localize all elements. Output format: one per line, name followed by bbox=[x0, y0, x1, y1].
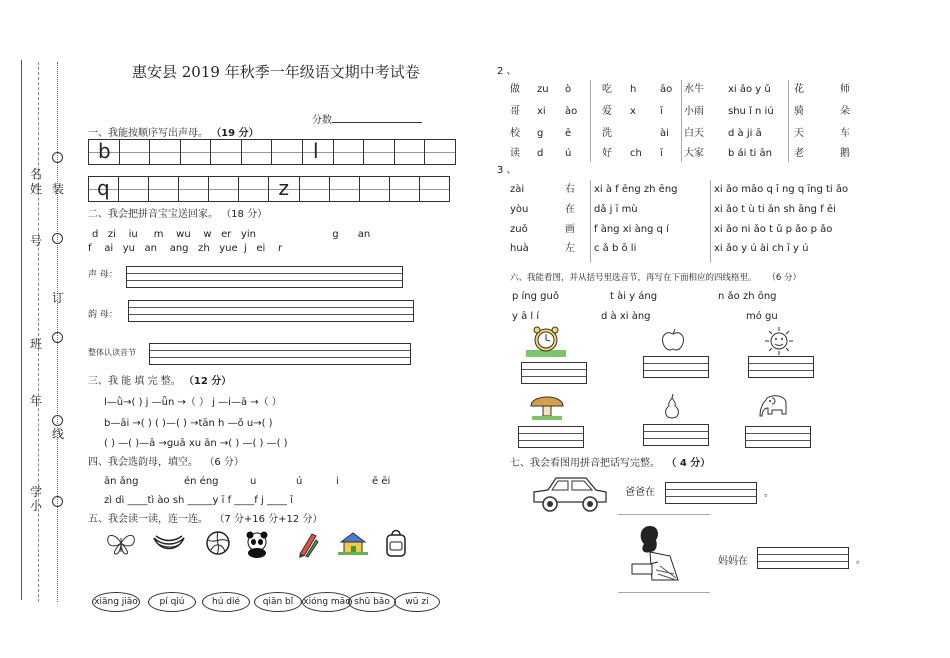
column-divider bbox=[710, 180, 711, 262]
option-6: ē ēi bbox=[372, 476, 391, 487]
option-5: i bbox=[336, 476, 339, 487]
table3-cell: c ǎ b ō li bbox=[594, 243, 637, 254]
syllable-option: y ā l í bbox=[512, 311, 540, 322]
sun-icon bbox=[764, 326, 794, 356]
binding-label: 学 bbox=[30, 485, 43, 499]
sentence-2-end: 。 bbox=[856, 555, 866, 566]
binding-dash-line bbox=[38, 62, 39, 602]
grid-cell bbox=[179, 177, 209, 201]
table2-cell: 爱 bbox=[602, 106, 612, 117]
table2-cell: 水牛 bbox=[684, 84, 704, 95]
grid-cell bbox=[425, 140, 455, 164]
table3-cell: 右 bbox=[565, 184, 575, 195]
grid-cell bbox=[211, 140, 242, 164]
section-6-heading: 六、我能看图，并从括号里选音节，再写在下面相应的四线格里。 （6 分） bbox=[510, 273, 801, 283]
binding-hole bbox=[52, 332, 63, 343]
exam-title: 惠安县 2019 年秋季一年级语文期中考试卷 bbox=[132, 63, 420, 81]
section-2-heading: 二、我会把拼音宝宝送回家。 （18 分） bbox=[88, 209, 268, 220]
label-shengmu: 声 母： bbox=[88, 270, 118, 280]
table3-cell: xi ǎo māo q ī ng q īng ti ǎo bbox=[714, 184, 849, 195]
table2-cell: ī bbox=[660, 148, 663, 159]
table2-cell: 做 bbox=[510, 84, 520, 95]
table2-cell: zu bbox=[537, 84, 549, 95]
grid-cell: l bbox=[303, 140, 334, 164]
table3-cell: f àng xi àng q í bbox=[594, 224, 669, 235]
syllable-option: n ǎo zh ōng bbox=[718, 291, 777, 302]
grid-cell bbox=[181, 140, 212, 164]
option-2: én éng bbox=[184, 476, 219, 487]
grid-cell bbox=[150, 140, 181, 164]
table2-cell: ch bbox=[630, 148, 642, 159]
table2-cell: xi ǎo y ǔ bbox=[728, 84, 771, 95]
grid-cell bbox=[120, 140, 151, 164]
table2-cell: āo bbox=[660, 84, 673, 95]
word-oval[interactable]: xióng māo bbox=[302, 592, 352, 612]
fourline-zhengti[interactable] bbox=[149, 343, 411, 365]
grid-cell bbox=[149, 177, 179, 201]
column-divider bbox=[590, 80, 591, 162]
fourline-answer[interactable] bbox=[518, 426, 584, 448]
syllable-option: t ài y áng bbox=[610, 291, 658, 302]
fourline-shengmu[interactable] bbox=[126, 266, 403, 288]
binding-label: 年 bbox=[30, 394, 43, 408]
mother-washing-icon bbox=[630, 522, 690, 584]
binding-label: 小 bbox=[30, 499, 43, 513]
table2-cell: d bbox=[537, 148, 544, 159]
panda-icon bbox=[242, 530, 272, 558]
table2-cell: shu ǐ n iú bbox=[728, 106, 774, 117]
table2-cell: ī bbox=[660, 106, 663, 117]
fill-line-3[interactable]: ( ) —( )—ā →guā xu ān →( ) —( ) —( ) bbox=[104, 438, 288, 449]
fourline-sentence-1[interactable] bbox=[665, 482, 757, 504]
binding-label: 号 bbox=[30, 234, 43, 248]
house-icon bbox=[338, 530, 368, 556]
sentence-2-prefix: 妈妈在 bbox=[718, 556, 748, 567]
table2-cell: 师 bbox=[840, 84, 850, 95]
word-oval[interactable]: pí qiú bbox=[148, 592, 196, 612]
grid-cell bbox=[209, 177, 239, 201]
table2-cell: 小雨 bbox=[684, 106, 704, 117]
fourline-answer[interactable] bbox=[748, 356, 814, 378]
apple-icon bbox=[660, 328, 686, 352]
table3-cell: yòu bbox=[510, 204, 529, 215]
table3-cell: 在 bbox=[565, 204, 575, 215]
grid-cell bbox=[420, 177, 449, 201]
syllable-option: mó gu bbox=[746, 311, 778, 322]
sentence-1-prefix: 爸爸在 bbox=[625, 487, 655, 498]
table2-cell: g bbox=[537, 128, 544, 139]
writing-grid-row-2[interactable] bbox=[88, 176, 450, 202]
grid-cell bbox=[330, 177, 360, 201]
section-7-heading: 七、我会看图用拼音把话写完整。 （ 4 分） bbox=[510, 458, 711, 469]
grid-cell bbox=[300, 177, 330, 201]
table2-cell: 天 bbox=[794, 128, 804, 139]
grid-cell bbox=[239, 177, 269, 201]
binding-label: 装 bbox=[52, 182, 65, 196]
backpack-icon bbox=[384, 528, 408, 558]
grid-cell bbox=[364, 140, 395, 164]
section-r2-number: 2 、 bbox=[497, 66, 517, 77]
binding-hole bbox=[52, 152, 63, 163]
table2-cell: h bbox=[630, 84, 637, 95]
section-3-heading: 三、我 能 填 完 整。 （12 分） bbox=[88, 376, 232, 387]
grid-cell: q bbox=[89, 177, 119, 201]
car-icon bbox=[530, 470, 610, 516]
table3-cell: zuǒ bbox=[510, 224, 528, 235]
image-divider bbox=[618, 514, 710, 515]
column-divider bbox=[681, 80, 682, 162]
table3-cell: dǎ j ī mù bbox=[594, 204, 638, 215]
table2-cell: ò bbox=[565, 84, 572, 95]
writing-grid-row-1[interactable] bbox=[88, 139, 456, 165]
syllable-option: d à xi àng bbox=[601, 311, 651, 322]
table2-cell: ē bbox=[565, 128, 572, 139]
table2-cell: x bbox=[630, 106, 636, 117]
binding-label: 线 bbox=[52, 427, 65, 441]
table3-cell: huà bbox=[510, 243, 529, 254]
table2-cell: ú bbox=[565, 148, 572, 159]
table2-cell: ài bbox=[660, 128, 669, 139]
option-3: u bbox=[250, 476, 257, 487]
table2-cell: 花 bbox=[794, 84, 804, 95]
binding-hole bbox=[52, 233, 63, 244]
grid-cell: b bbox=[89, 140, 120, 164]
table2-cell: d à ji ā bbox=[728, 128, 762, 139]
table2-cell: 骑 bbox=[794, 106, 804, 117]
binding-solid-line bbox=[21, 60, 22, 600]
table3-cell: xi ǎo ni ǎo t ǔ p ǎo p ǎo bbox=[714, 224, 833, 235]
ball-icon bbox=[205, 530, 231, 556]
table2-cell: 哥 bbox=[510, 106, 520, 117]
mushroom-icon bbox=[528, 390, 566, 422]
word-oval[interactable]: xiāng jiāo bbox=[92, 592, 140, 612]
fill-line-2[interactable]: b—āi →( ) ( )—( ) →tān h —ǒ u→( ) bbox=[104, 418, 273, 429]
column-divider bbox=[788, 80, 789, 162]
grid-cell bbox=[395, 140, 426, 164]
butterfly-icon bbox=[104, 530, 138, 556]
table2-cell: b ái ti ān bbox=[728, 148, 772, 159]
table2-cell: 校 bbox=[510, 128, 520, 139]
grid-cell bbox=[334, 140, 365, 164]
table2-cell: 车 bbox=[840, 128, 850, 139]
label-yunmu: 韵 母： bbox=[88, 310, 118, 320]
table2-cell: xi bbox=[537, 106, 546, 117]
table2-cell: 大家 bbox=[684, 148, 704, 159]
section-5-heading: 五、我会读一读，连一连。 （7 分+16 分+12 分） bbox=[88, 514, 323, 525]
grid-cell bbox=[390, 177, 420, 201]
column-divider bbox=[590, 180, 591, 262]
score-label: 分数 bbox=[312, 115, 422, 127]
pinyin-row-2: f ai yu an ang zh yue j ei r bbox=[88, 243, 283, 254]
fourline-answer[interactable] bbox=[521, 362, 587, 384]
pencil-icon bbox=[296, 530, 320, 558]
clock-icon bbox=[524, 324, 568, 358]
image-divider bbox=[618, 592, 710, 593]
elephant-icon bbox=[758, 392, 792, 420]
table2-cell: ào bbox=[565, 106, 578, 117]
grid-cell bbox=[119, 177, 149, 201]
table2-cell: 洗 bbox=[602, 128, 612, 139]
grid-cell: z bbox=[269, 177, 299, 201]
section-r3-number: 3 、 bbox=[497, 165, 517, 176]
word-oval[interactable]: qiān bǐ bbox=[254, 592, 302, 612]
section-1-heading: 一、我能按顺序写出声母。 （19 分） bbox=[88, 128, 259, 139]
pear-icon bbox=[662, 394, 682, 420]
section-4-heading: 四、我会选韵母，填空。 （6 分） bbox=[88, 457, 244, 468]
fourline-sentence-2[interactable] bbox=[757, 547, 849, 569]
table3-cell: xi à f ēng zh ēng bbox=[594, 184, 678, 195]
syllable-option: p íng guǒ bbox=[512, 291, 559, 302]
option-1: ān ǎng bbox=[104, 476, 139, 487]
table3-cell: xi ǎo y ú ài ch ī y ú bbox=[714, 243, 809, 254]
binding-label: 名 bbox=[30, 167, 43, 181]
grid-cell bbox=[242, 140, 273, 164]
table3-cell: 左 bbox=[565, 243, 575, 254]
word-oval[interactable]: wū zi bbox=[394, 592, 440, 612]
table2-cell: 老 bbox=[794, 148, 804, 159]
label-zhengti: 整体认读音节 bbox=[88, 348, 136, 357]
table2-cell: 好 bbox=[602, 148, 612, 159]
binding-hole bbox=[52, 415, 63, 426]
table2-cell: 读 bbox=[510, 148, 520, 159]
sentence-1-end: 。 bbox=[764, 488, 774, 499]
binding-label: 订 bbox=[52, 291, 65, 305]
word-oval[interactable]: hú dié bbox=[202, 592, 250, 612]
fill-line-1[interactable]: l—ǜ→( ) j —ǖn →（ ） j —i—ā →（ ） bbox=[104, 397, 282, 408]
table2-cell: 吃 bbox=[602, 84, 612, 95]
score-blank[interactable] bbox=[332, 122, 422, 123]
fourline-yunmu[interactable] bbox=[128, 300, 414, 322]
pinyin-row-1: d zi iu m wu w er yin g an bbox=[92, 229, 371, 240]
table2-cell: 鹅 bbox=[840, 148, 850, 159]
table3-cell: 画 bbox=[565, 224, 575, 235]
grid-cell bbox=[272, 140, 303, 164]
banana-icon bbox=[152, 532, 186, 554]
option-4: ú bbox=[296, 476, 303, 487]
word-oval[interactable]: shū bāo bbox=[348, 592, 396, 612]
table3-cell: xi ǎo t ù ti ān sh āng f ēi bbox=[714, 204, 836, 215]
fourline-answer[interactable] bbox=[643, 356, 709, 378]
fourline-answer[interactable] bbox=[745, 426, 811, 448]
binding-label: 姓 bbox=[30, 182, 43, 196]
table2-cell: 白天 bbox=[684, 128, 704, 139]
grid-cell bbox=[360, 177, 390, 201]
fill-yunmu-line[interactable]: zì dì ____tì ào sh _____y ī f ____f j ____ ī bbox=[104, 495, 293, 506]
table2-cell: 朵 bbox=[840, 106, 850, 117]
fourline-answer[interactable] bbox=[643, 424, 709, 446]
binding-label: 班 bbox=[30, 337, 43, 351]
binding-hole bbox=[52, 496, 63, 507]
table3-cell: zài bbox=[510, 184, 525, 195]
binding-margin bbox=[0, 0, 80, 658]
